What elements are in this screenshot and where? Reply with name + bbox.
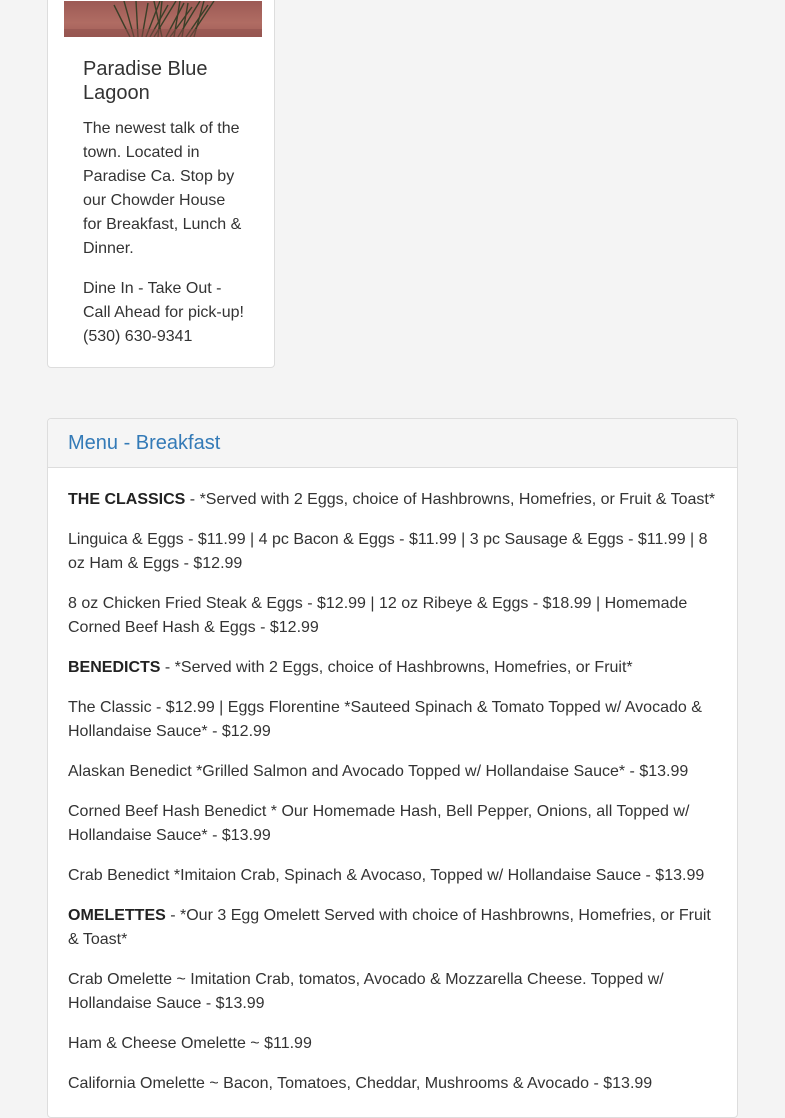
breakfast-menu-panel: [47, 418, 738, 1118]
menu-title: Menu - Breakfast: [68, 432, 221, 454]
menu-item: The Classic - $12.99 | Eggs Florentine *Sauteed Spinach & Tomato Topped w/ Avocado & Hollandaise Sauce* - $12.99: [68, 699, 702, 740]
panel-heading: [48, 419, 737, 468]
section-note: - *Served with 2 Eggs, choice of Hashbrowns, Homefries, or Fruit*: [160, 659, 633, 676]
menu-item: Crab Benedict *Imitaion Crab, Spinach & Avocaso, Topped w/ Hollandaise Sauce - $13.99: [68, 867, 705, 884]
section-note: - *Served with 2 Eggs, choice of Hashbrowns, Homefries, or Fruit & Toast*: [185, 491, 716, 508]
menu-item: Linguica & Eggs - $11.99 | 4 pc Bacon & Eggs - $11.99 | 3 pc Sausage & Eggs - $11.99 | 8 oz Ham & Eggs - $12.99: [68, 531, 708, 572]
restaurant-card: [47, 0, 275, 368]
section-note: - *Our 3 Egg Omelett Served with choice of Hashbrowns, Homefries, or Fruit & Toast*: [68, 907, 711, 948]
menu-body: [68, 488, 720, 1112]
restaurant-contact: Dine In - Take Out - Call Ahead for pick-up! (530) 630-9341: [83, 280, 244, 345]
menu-item: Alaskan Benedict *Grilled Salmon and Avocado Topped w/ Hollandaise Sauce* - $13.99: [68, 763, 689, 780]
restaurant-image: [64, 1, 262, 37]
classics-header: [68, 488, 720, 512]
menu-item: Crab Omelette ~ Imitation Crab, tomatos, Avocado & Mozzarella Cheese. Topped w/ Hollandaise Sauce - $13.99: [68, 971, 664, 1012]
menu-item: 8 oz Chicken Fried Steak & Eggs - $12.99 | 12 oz Ribeye & Eggs - $18.99 | Homemade Corned Beef Hash & Eggs - $12.99: [68, 595, 688, 636]
menu-item: California Omelette ~ Bacon, Tomatoes, Cheddar, Mushrooms & Avocado - $13.99: [68, 1075, 653, 1092]
section-heading: BENEDICTS: [68, 659, 161, 676]
restaurant-name: Paradise Blue Lagoon: [83, 58, 208, 104]
benedicts-header: [68, 656, 720, 680]
plant-image-graphic: [64, 1, 262, 37]
menu-item: Ham & Cheese Omelette ~ $11.99: [68, 1035, 312, 1052]
menu-item: Corned Beef Hash Benedict * Our Homemade Hash, Bell Pepper, Onions, all Topped w/ Hollandaise Sauce* - $13.99: [68, 803, 690, 844]
section-heading: THE CLASSICS: [68, 491, 186, 508]
section-heading: OMELETTES: [68, 907, 166, 924]
omelettes-header: [68, 904, 720, 952]
restaurant-description: The newest talk of the town. Located in Paradise Ca. Stop by our Chowder House for Breakfast, Lunch & Dinner.: [83, 120, 242, 257]
